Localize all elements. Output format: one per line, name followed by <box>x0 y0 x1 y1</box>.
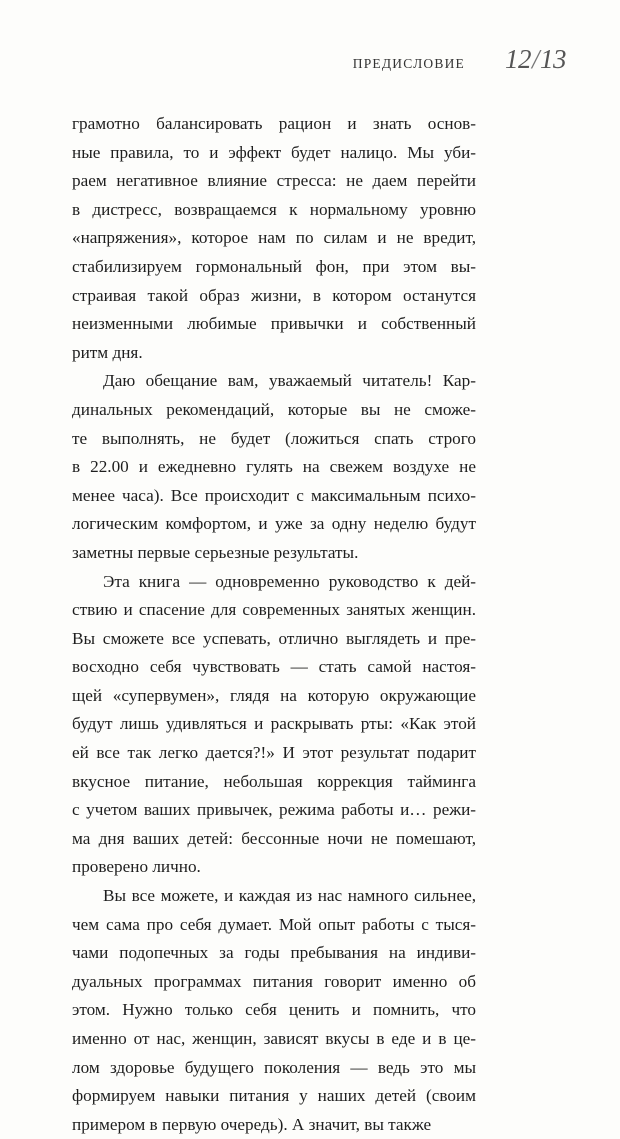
section-title: ПРЕДИСЛОВИЕ <box>352 56 465 71</box>
text-line: с учетом ваших привычек, режима работы и… режи- <box>72 800 476 820</box>
text-line: чами подопечных за годы пребывания на индиви- <box>72 943 476 963</box>
text-line: в 22.00 и ежедневно гулять на свежем воздухе не <box>72 457 476 477</box>
text-line: этом. Нужно только себя ценить и помнить, что <box>72 1000 476 1020</box>
text-line: вкусное питание, небольшая коррекция тайминга <box>72 771 476 791</box>
text-line: ей все так легко дается?!» И этот результат подарит <box>72 743 476 763</box>
text-line: чем сама про себя думает. Мой опыт работы с тыся- <box>72 914 476 934</box>
text-line: менее часа). Все происходит с максимальным психо- <box>72 485 476 505</box>
text-line: проверено лично. <box>72 857 201 877</box>
text-line: будут лишь удивляться и раскрывать рты: «Как этой <box>72 714 476 734</box>
text-line: Вы сможете все успевать, отлично выглядеть и пре- <box>72 628 476 648</box>
text-line: формируем навыки питания у наших детей (своим <box>72 1086 476 1106</box>
text-line: восходно себя чувствовать — стать самой настоя- <box>72 657 476 677</box>
text-line: ствию и спасение для современных занятых женщин. <box>72 600 476 620</box>
text-line: заметны первые серьезные результаты. <box>72 542 359 562</box>
text-line: примером в первую очередь). А значит, вы также <box>72 1114 432 1134</box>
body-text <box>72 110 476 1139</box>
text-line: неизменными любимые привычки и собственный <box>72 314 476 334</box>
page-number <box>505 44 566 75</box>
text-line: раем негативное влияние стресса: не даем перейти <box>72 171 476 191</box>
page-current: 12 <box>504 44 531 74</box>
text-line: именно от нас, женщин, зависят вкусы в еде и в це- <box>72 1029 476 1048</box>
text-line: ма дня ваших детей: бессонные ночи не помешают, <box>72 828 476 848</box>
text-line: щей «супервумен», глядя на которую окружающие <box>72 685 476 705</box>
page-header <box>0 42 620 82</box>
text-line: Даю обещание вам, уважаемый читатель! Кар- <box>103 371 476 391</box>
text-line: грамотно балансировать рацион и знать основ- <box>72 114 476 133</box>
text-line: страивая такой образ жизни, в котором останутся <box>72 285 476 305</box>
text-line: лом здоровье будущего поколения — ведь это мы <box>72 1057 476 1077</box>
text-line: Вы все можете, и каждая из нас намного сильнее, <box>103 886 476 906</box>
text-line: логическим комфортом, и уже за одну неделю будут <box>72 514 476 534</box>
page-total: 13 <box>540 44 566 74</box>
text-line: в дистресс, возвращаемся к нормальному уровню <box>72 199 476 219</box>
text-line: Эта книга — одновременно руководство к дей- <box>103 571 476 591</box>
text-line: динальных рекомендаций, которые вы не сможе- <box>72 399 476 419</box>
text-line: дуальных программах питания говорит именно об <box>72 971 476 991</box>
text-line: те выполнять, не будет (ложиться спать строго <box>72 428 476 448</box>
text-line: стабилизируем гормональный фон, при этом вы- <box>72 256 476 276</box>
text-line: ритм дня. <box>72 342 143 362</box>
text-line: «напряжения», которое нам по силам и не вредит, <box>72 228 476 248</box>
page-separator: / <box>531 44 539 74</box>
text-line: ные правила, то и эффект будет налицо. Мы уби- <box>72 142 476 162</box>
